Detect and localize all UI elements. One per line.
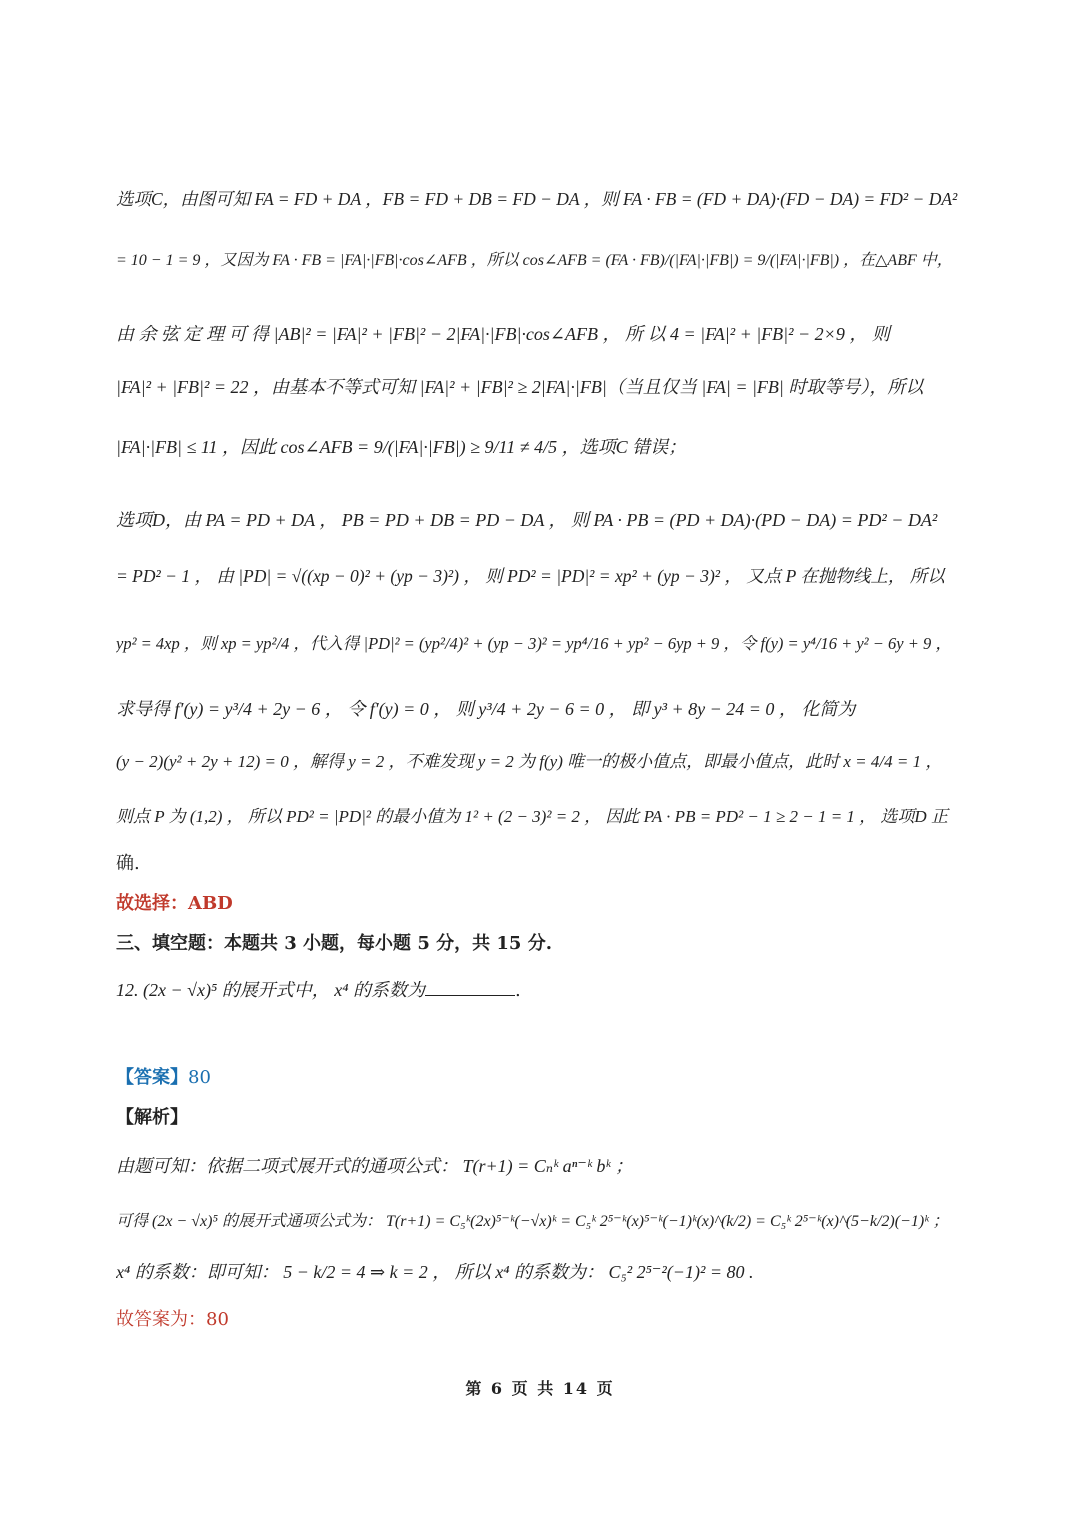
solution-line-2: = 10 − 1 = 9 ，又因为 FA · FB = |FA|·|FB|·cos∠AFB ，所以 cos∠AFB = (FA · FB)/(|FA|·|FB|) = 9/(|FA|·|FB|) ，在△ABF 中，	[116, 252, 953, 269]
solution-line-9: 求导得 f′(y) = y³/4 + 2y − 6 ， 令 f′(y) = 0 ， 则 y³/4 + 2y − 6 = 0 ， 即 y³ + 8y − 24 = 0 ， 化简为	[116, 699, 856, 719]
solution-line-7: = PD² − 1 ， 由 |PD| = √((xp − 0)² + (yp − 3)²) ， 则 PD² = |PD|² = xp² + (yp − 3)² ， 又点 P 在抛物线上， 所以	[116, 566, 945, 586]
question-suffix: .	[515, 980, 521, 1001]
question-12	[116, 976, 960, 1005]
solution-line-12: 确.	[116, 853, 140, 874]
choice-value: ABD	[188, 893, 233, 914]
solution-line-5: |FA|·|FB| ≤ 11 ，因此 cos∠AFB = 9/(|FA|·|FB|) ≥ 9/11 ≠ 4/5 ，选项C 错误；	[116, 437, 687, 457]
choice-label: 故选择：	[116, 893, 188, 914]
solution-line-4: |FA|² + |FB|² = 22 ，由基本不等式可知 |FA|² + |FB|² ≥ 2|FA|·|FB|（当且仅当 |FA| = |FB| 时取等号），所以	[116, 377, 924, 397]
question-text: 12. (2x − √x)⁵ 的展开式中， x⁴ 的系数为	[116, 980, 425, 1000]
answer-label: 【答案】	[116, 1067, 188, 1088]
final-answer-label: 故答案为：	[116, 1309, 206, 1330]
analysis-line-1: 由题可知：依据二项式展开式的通项公式： T(r+1) = Cₙᵏ aⁿ⁻ᵏ bᵏ ；	[116, 1156, 633, 1176]
answer-value: 80	[188, 1067, 211, 1088]
solution-line-3: 由 余 弦 定 理 可 得 |AB|² = |FA|² + |FB|² − 2|FA|·|FB|·cos∠AFB ， 所 以 4 = |FA|² + |FB|² − 2×9 ， 则	[116, 324, 890, 344]
analysis-line-2: 可得 (2x − √x)⁵ 的展开式通项公式为： T(r+1) = C₅ᵏ(2x)⁵⁻ᵏ(−√x)ᵏ = C₅ᵏ 2⁵⁻ᵏ(x)⁵⁻ᵏ(−1)ᵏ(x)^(k/2) = C₅ᵏ 2⁵⁻ᵏ(x)^(5−k/2)(−1)ᵏ ；	[116, 1213, 949, 1230]
solution-line-1: 选项C，由图可知 FA = FD + DA ，FB = FD + DB = FD − DA ，则 FA · FB = (FD + DA)·(FD − DA) = FD² − DA²	[116, 189, 958, 209]
solution-line-8: yp² = 4xp ，则 xp = yp²/4 ，代入得 |PD|² = (yp²/4)² + (yp − 3)² = yp⁴/16 + yp² − 6yp + 9 ，令 f(y) = y⁴/16 + y² − 6y + 9 ，	[116, 634, 952, 653]
solution-line-11: 则点 P 为 (1,2) ， 所以 PD² = |PD|² 的最小值为 1² + (2 − 3)² = 2 ， 因此 PA · PB = PD² − 1 ≥ 2 − 1 = 1 ， 选项D 正	[116, 807, 948, 826]
section-heading: 三、填空题：本题共 3 小题，每小题 5 分，共 15 分.	[116, 933, 552, 954]
analysis-label: 【解析】	[116, 1107, 188, 1128]
answer-blank	[425, 977, 515, 996]
final-answer-value: 80	[206, 1309, 229, 1330]
solution-line-6: 选项D，由 PA = PD + DA ， PB = PD + DB = PD − DA ， 则 PA · PB = (PD + DA)·(PD − DA) = PD² − DA²	[116, 510, 938, 530]
analysis-line-3: x⁴ 的系数：即可知： 5 − k/2 = 4 ⇒ k = 2 ， 所以 x⁴ 的系数为： C₅² 2⁵⁻²(−1)² = 80 .	[116, 1262, 754, 1282]
final-answer-line	[116, 1306, 960, 1334]
answer-line	[116, 1064, 960, 1092]
solution-line-10: (y − 2)(y² + 2y + 12) = 0 ，解得 y = 2 ，不难发现 y = 2 为 f(y) 唯一的极小值点，即最小值点，此时 x = 4/4 = 1 ，	[116, 752, 943, 771]
page-footer: 第 6 页 共 14 页	[465, 1379, 615, 1398]
choice-line	[116, 890, 960, 918]
